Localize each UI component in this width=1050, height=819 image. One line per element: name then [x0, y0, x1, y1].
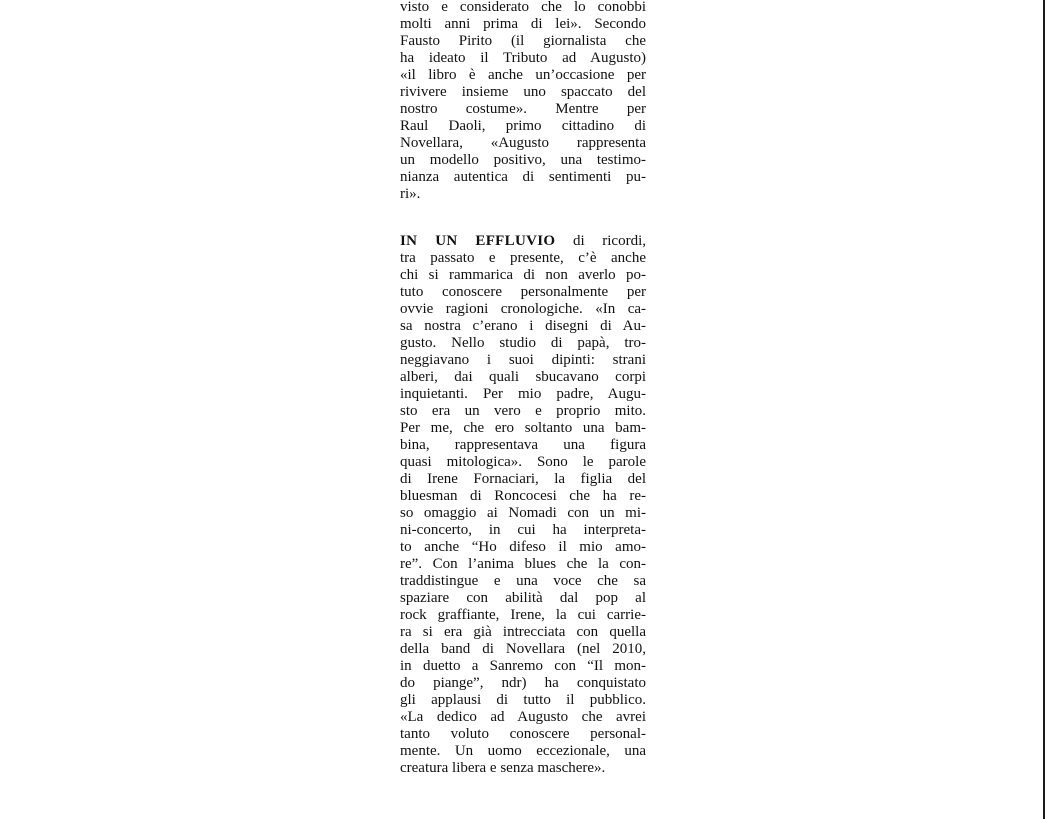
text-line: bina, rappresentava una figura [400, 437, 646, 453]
text-line: creatura libera e senza maschere». [400, 760, 606, 776]
text-line: Per me, che ero soltanto una bam- [400, 420, 646, 436]
text-line: chi si rammarica di non averlo po- [400, 267, 646, 283]
text-line: visto e considerato che lo conobbi [400, 0, 646, 15]
text-line: rock graffiante, Irene, la cui carrie- [400, 607, 646, 623]
text-line: nostro costume». Mentre per [400, 101, 646, 117]
text-line: so omaggio ai Nomadi con un mi- [400, 505, 646, 521]
text-line: molti anni prima di lei». Secondo [400, 16, 646, 32]
text-line: ra si era già intrecciata con quella [400, 624, 646, 640]
paragraph-lead-rest: di ricordi, [555, 233, 646, 249]
text-line: ri». [400, 186, 421, 202]
paragraph-lead-line [400, 232, 646, 250]
text-line: un modello positivo, una testimo- [400, 152, 646, 168]
text-line: traddistingue e una voce che sa [400, 573, 646, 589]
text-line: «La dedico ad Augusto che avrei [400, 709, 646, 725]
text-line: gusto. Nello studio di papà, tro- [400, 335, 646, 351]
page-edge-divider [1043, 0, 1045, 819]
text-line: ovvie ragioni cronologiche. «In ca- [400, 301, 646, 317]
text-line: mente. Un uomo eccezionale, una [400, 743, 646, 759]
text-line: rivivere insieme uno spaccato del [400, 84, 646, 100]
text-line: quasi mitologica». Sono le parole [400, 454, 646, 470]
text-line: to anche “Ho difeso il mio amo- [400, 539, 646, 555]
text-line: neggiavano i suoi dipinti: strani [400, 352, 646, 368]
text-line: nianza autentica di sentimenti pu- [400, 169, 646, 185]
text-line: Novellara, «Augusto rappresenta [400, 135, 646, 151]
text-line: tanto voluto conoscere personal- [400, 726, 646, 742]
text-line: tuto conoscere personalmente per [400, 284, 646, 300]
text-line: tra passato e presente, c’è anche [400, 250, 646, 266]
text-line: della band di Novellara (nel 2010, [400, 641, 646, 657]
text-line: do piange”, ndr) ha conquistato [400, 675, 646, 691]
text-line: re”. Con l’anima blues che la con- [400, 556, 646, 572]
paragraph-lead: IN UN EFFLUVIO [400, 233, 556, 249]
text-line: di Irene Fornaciari, la figlia del [400, 471, 646, 487]
text-line: sto era un vero e proprio mito. [400, 403, 646, 419]
text-line: inquietanti. Per mio padre, Augu- [400, 386, 646, 402]
article-column [400, 0, 646, 819]
text-line: gli applausi di tutto il pubblico. [400, 692, 646, 708]
text-line: «il libro è anche un’occasione per [400, 67, 646, 83]
text-line: in duetto a Sanremo con “Il mon- [400, 658, 646, 674]
text-line: spaziare con abilità dal pop al [400, 590, 646, 606]
text-line: ni-concerto, in cui ha interpreta- [400, 522, 646, 538]
text-line: Raul Daoli, primo cittadino di [400, 118, 646, 134]
text-line: ha ideato il Tributo ad Augusto) [400, 50, 646, 66]
text-line: sa nostra c’erano i disegni di Au- [400, 318, 646, 334]
text-line: alberi, dai quali sbucavano corpi [400, 369, 646, 385]
text-line: Fausto Pirito (il giornalista che [400, 33, 646, 49]
text-line: bluesman di Roncocesi che ha re- [400, 488, 646, 504]
